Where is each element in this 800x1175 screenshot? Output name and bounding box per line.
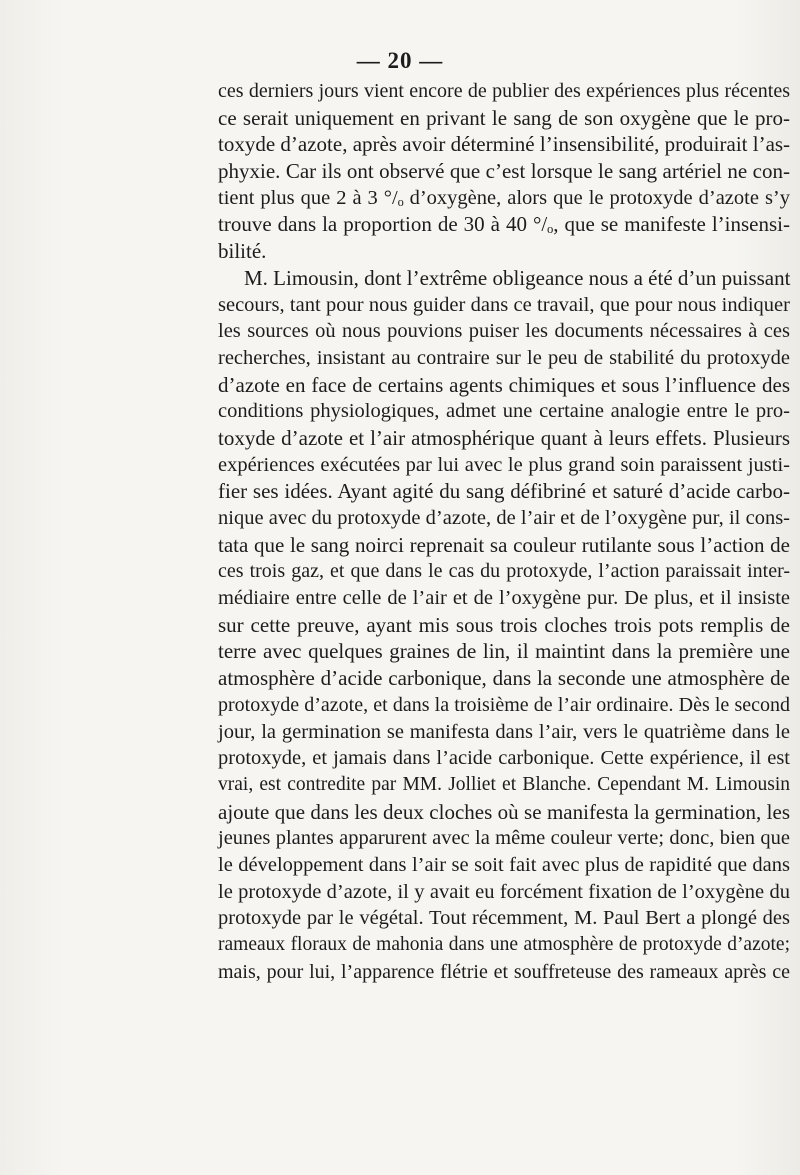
text-line: ajoute que dans les deux cloches où se manifesta la germination, les xyxy=(218,799,790,824)
text-line: M. Limousin, dont l’extrême obligeance nous a été d’un puissant xyxy=(244,265,791,290)
page-number: — 20 — xyxy=(356,48,444,73)
text-line: tata que le sang noirci reprenait sa couleur rutilante sous l’action de xyxy=(218,532,790,557)
text-line: trouve dans la proportion de 30 à 40 °/ₒ, que se manifeste l’insensi- xyxy=(218,212,790,237)
text-line: d’azote en face de certains agents chimiques et sous l’influence des xyxy=(218,372,790,397)
text-line: jeunes plantes apparurent avec la même couleur verte; donc, bien que xyxy=(218,827,790,850)
text-line: protoxyde par le végétal. Tout récemment, M. Paul Bert a plongé des xyxy=(218,907,790,930)
text-line: protoxyde d’azote, et dans la troisième de l’air ordinaire. Dès le second xyxy=(218,693,790,716)
text-line: nique avec du protoxyde d’azote, de l’air et de l’oxygène pur, il cons- xyxy=(218,507,790,529)
text-line: conditions physiologiques, admet une certaine analogie entre le pro- xyxy=(218,400,790,423)
text-line: tient plus que 2 à 3 °/ₒ d’oxygène, alors que le protoxyde d’azote s’y xyxy=(218,186,790,209)
text-line: protoxyde, et jamais dans l’acide carbonique. Cette expérience, il est xyxy=(218,747,790,770)
text-line: secours, tant pour nous guider dans ce travail, que pour nous indiquer xyxy=(218,293,790,316)
text-line: le développement dans l’air se soit fait avec plus de rapidité que dans xyxy=(218,853,790,876)
text-line: bilité. xyxy=(218,239,267,264)
text-line: les sources où nous pouvions puiser les documents nécessaires à ces xyxy=(218,320,790,343)
text-line: ces derniers jours vient encore de publier des expériences plus récentes xyxy=(218,80,790,102)
text-line: ces trois gaz, et que dans le cas du protoxyde, l’action paraissait inter- xyxy=(218,560,790,583)
text-line: mais, pour lui, l’apparence flétrie et souffreteuse des rameaux après ce xyxy=(218,960,790,983)
text-line: expériences exécutées par lui avec le plus grand soin paraissent justi- xyxy=(218,453,790,476)
text-line: toxyde d’azote, après avoir déterminé l’insensibilité, produirait l’as- xyxy=(218,132,791,157)
text-line: sur cette preuve, ayant mis sous trois cloches trois pots remplis de xyxy=(218,612,790,637)
text-line: phyxie. Car ils ont observé que c’est lorsque le sang artériel ne con- xyxy=(218,159,790,184)
text-line: fier ses idées. Ayant agité du sang défibriné et saturé d’acide carbo- xyxy=(218,479,790,504)
text-line: terre avec quelques graines de lin, il maintint dans la première une xyxy=(218,639,790,664)
body-text xyxy=(218,78,790,985)
text-line: recherches, insistant au contraire sur le peu de stabilité du protoxyde xyxy=(218,346,790,369)
text-line: ce serait uniquement en privant le sang de son oxygène que le pro- xyxy=(218,105,790,130)
text-line: rameaux floraux de mahonia dans une atmosphère de protoxyde d’azote; xyxy=(218,934,790,955)
text-line: jour, la germination se manifesta dans l’air, vers le quatrième dans le xyxy=(218,720,790,743)
text-line: toxyde d’azote et l’air atmosphérique quant à leurs effets. Plusieurs xyxy=(218,425,790,450)
text-line: vrai, est contredite par MM. Jolliet et Blanche. Cependant M. Limousin xyxy=(218,773,790,795)
text-line: atmosphère d’acide carbonique, dans la seconde une atmosphère de xyxy=(218,666,790,691)
text-line: médiaire entre celle de l’air et de l’oxygène pur. De plus, et il insiste xyxy=(218,587,790,610)
text-line: le protoxyde d’azote, il y avait eu forcément fixation de l’oxygène du xyxy=(218,880,790,903)
